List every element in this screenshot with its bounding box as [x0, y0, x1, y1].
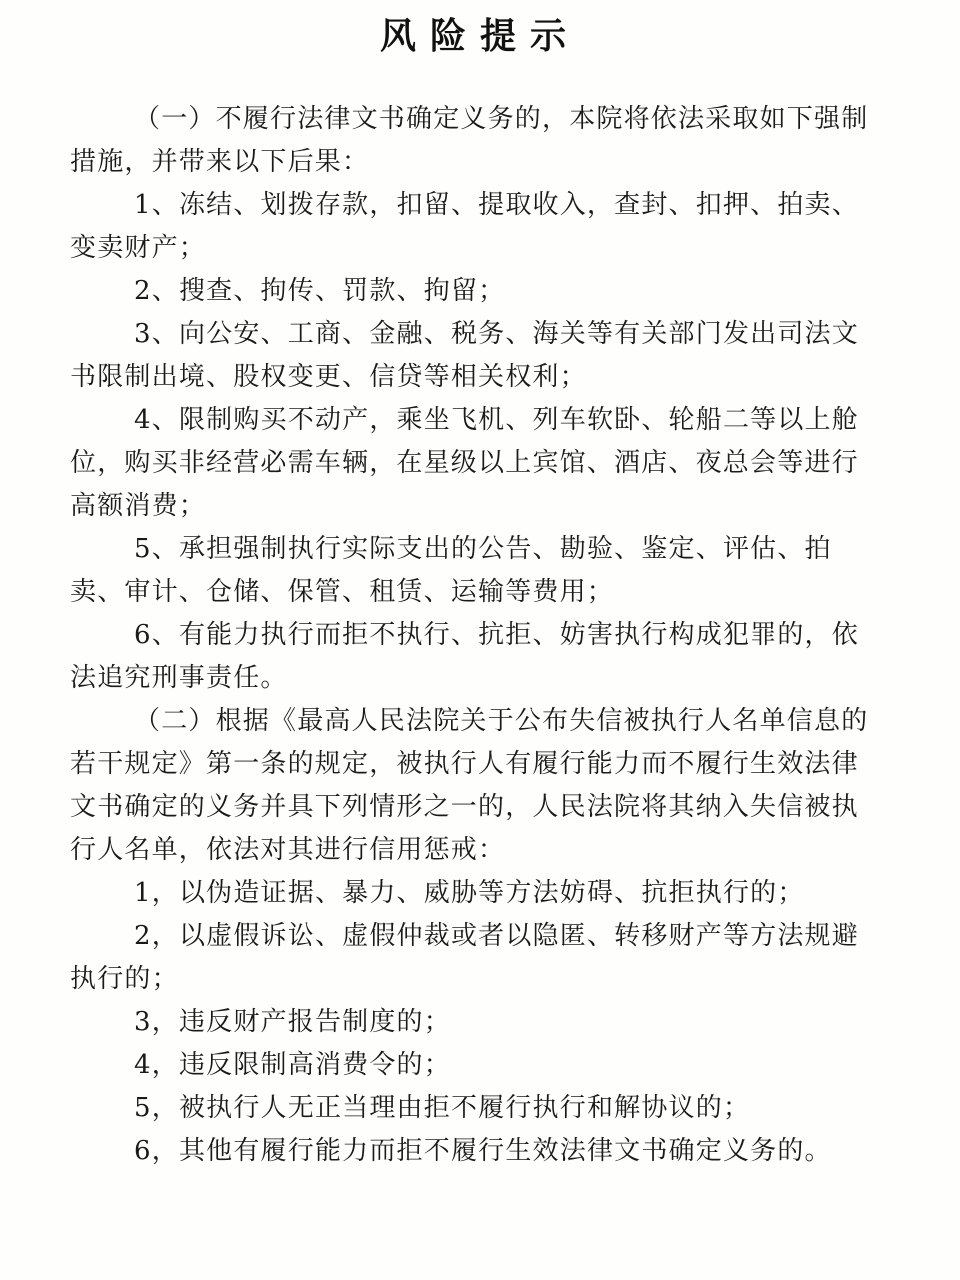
list-item: 5，被执行人无正当理由拒不履行执行和解协议的； [134, 1093, 751, 1123]
list-item: 5、承担强制执行实际支出的公告、勘验、鉴定、评估、拍卖、审计、仓储、保管、租赁、运输等费用； [70, 534, 832, 607]
list-item: 2、搜查、拘传、罚款、拘留； [134, 276, 506, 306]
page-title: 风险提示 [379, 15, 580, 57]
list-item: 3、向公安、工商、金融、税务、海关等有关部门发出司法文书限制出境、股权变更、信贷等相关权利； [70, 319, 859, 392]
section-two-intro: （二）根据《最高人民法院关于公布失信被执行人名单信息的若干规定》第一条的规定，被执行人有履行能力而不履行生效法律文书确定的义务并具下列情形之一的，人民法院将其纳入失信被执行人名单，依法对其进行信用惩戒： [70, 706, 869, 865]
list-item: 2，以虚假诉讼、虚假仲裁或者以隐匿、转移财产等方法规避执行的； [70, 921, 859, 994]
list-item: 1，以伪造证据、暴力、威胁等方法妨碍、抗拒执行的； [134, 878, 805, 908]
list-item: 4，违反限制高消费令的； [134, 1050, 451, 1080]
list-item: 6，其他有履行能力而拒不履行生效法律文书确定义务的。 [134, 1136, 832, 1166]
list-item: 3，违反财产报告制度的； [134, 1007, 451, 1037]
document-body [70, 98, 870, 1173]
list-item: 4、限制购买不动产，乘坐飞机、列车软卧、轮船二等以上舱位，购买非经营必需车辆，在星级以上宾馆、酒店、夜总会等进行高额消费； [70, 405, 859, 521]
list-item: 6、有能力执行而拒不执行、抗拒、妨害执行构成犯罪的，依法追究刑事责任。 [70, 620, 859, 693]
list-item: 1、冻结、划拨存款，扣留、提取收入，查封、扣押、拍卖、变卖财产； [70, 190, 859, 263]
section-one-intro: （一）不履行法律文书确定义务的，本院将依法采取如下强制措施，并带来以下后果： [70, 104, 869, 177]
